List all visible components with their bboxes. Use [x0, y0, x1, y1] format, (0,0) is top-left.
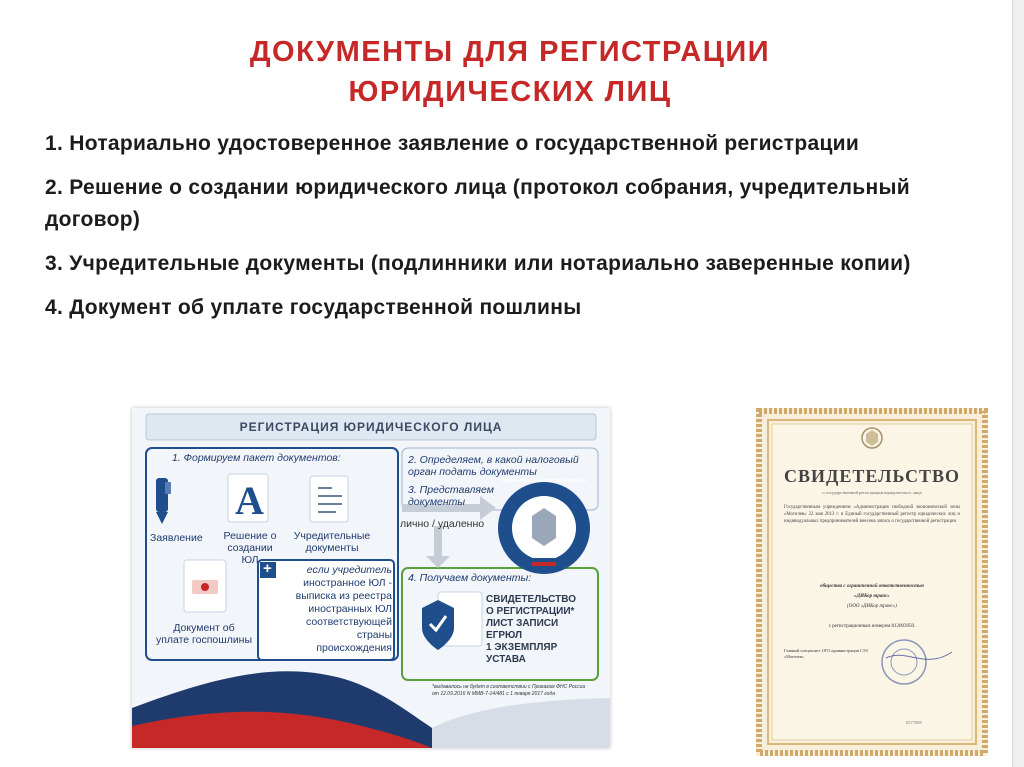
- fee-label-line-2: уплате госпошлины: [155, 634, 253, 646]
- fee-label-line-1: Документ об: [173, 622, 235, 634]
- certificate-graphics: [756, 408, 988, 756]
- foreign-note-line-5: соответствующей: [305, 616, 392, 628]
- shield-check-icon: [422, 592, 482, 650]
- result-line-5: 1 ЭКЗЕМПЛЯР: [486, 642, 558, 653]
- step-3-mode: лично / удаленно: [400, 518, 485, 530]
- document-list-item-2: 2. Решение о создании юридического лица (протокол собрания, учредительный договор): [45, 176, 910, 231]
- certificate-serial: 0577088: [906, 720, 922, 725]
- decision-label-line-2: создании ЮЛ: [227, 542, 273, 566]
- certificate-subtitle: о государственной регистрации юридического лица: [822, 490, 922, 495]
- result-line-1: СВИДЕТЕЛЬСТВО: [486, 594, 576, 605]
- emblem-caption: ФЕДЕРАЛЬНАЯ НАЛОГОВАЯ СЛУЖБА: [501, 478, 587, 483]
- step-3-line-2: документы: [408, 496, 466, 508]
- certificate-title: СВИДЕТЕЛЬСТВО: [783, 466, 961, 486]
- certificate-signer: Главный специалист ОГО администрации СЭЗ «Могилев»: [784, 648, 868, 659]
- result-line-6: УСТАВА: [486, 654, 526, 665]
- receipt-icon: [184, 560, 226, 612]
- document-list-item-4: 4. Документ об уплате государственной пошлины: [45, 296, 582, 319]
- certificate-company-line-3: (ООО «ДИКор транс»): [847, 604, 897, 609]
- foreign-note-line-7: происхождения: [316, 642, 392, 654]
- foreign-note-line-3: выписка из реестра: [295, 590, 392, 602]
- foreign-note-line-1: если учредитель: [306, 564, 392, 576]
- foreign-note-line-2: иностранное ЮЛ -: [303, 577, 392, 589]
- letter-a-document-icon: [228, 474, 268, 523]
- slide-title-line-2: ЮРИДИЧЕСКИХ ЛИЦ: [348, 76, 672, 108]
- svg-text:A: A: [235, 478, 264, 523]
- result-line-2: О РЕГИСТРАЦИИ*: [486, 606, 575, 617]
- slide-title-line-1: ДОКУМЕНТЫ ДЛЯ РЕГИСТРАЦИИ: [249, 36, 771, 68]
- slide-edge-bar: [1012, 0, 1024, 767]
- plus-sign: +: [263, 560, 272, 577]
- step-2-line-1: 2. Определяем, в какой налоговый: [408, 454, 579, 466]
- document-list-item-1: 1. Нотариально удостоверенное заявление о государственной регистрации: [45, 132, 860, 155]
- registration-infographic: [132, 408, 610, 748]
- certificate-reg-number: с регистрационным номером 812003950.: [828, 624, 916, 629]
- step-2-line-2: орган подать документы: [408, 466, 537, 478]
- application-label: Заявление: [150, 532, 203, 544]
- charter-label-line-2: документы: [305, 542, 359, 554]
- certificate-company-line-1: общества с ограниченной ответственностью: [820, 584, 924, 589]
- step-3-line-1: 3. Представляем: [408, 484, 494, 496]
- step-4-label: 4. Получаем документы:: [408, 572, 532, 584]
- document-list: [45, 128, 985, 336]
- certificate-body: Государственным учреждением «Администрация свободной экономической зоны «Могилев» 22 мая 2013 г. в Единый государственный регистр юридических лиц и индивидуальных предпринимателей внесена запись о государственной регистрации: [784, 505, 960, 524]
- result-line-4: ЕГРЮЛ: [486, 630, 522, 641]
- footnote-line-2: от 12.09.2016 N ММВ-7-14/481 с 1 января 2017 года: [432, 691, 556, 697]
- pen-icon: [156, 478, 171, 524]
- result-line-3: ЛИСТ ЗАПИСИ: [486, 618, 559, 629]
- certificate-company-line-2: «ДИКор транс»: [854, 594, 890, 599]
- tax-service-emblem-icon: [498, 482, 590, 574]
- infographic-header: РЕГИСТРАЦИЯ ЮРИДИЧЕСКОГО ЛИЦА: [239, 420, 503, 434]
- charter-document-icon: [310, 476, 348, 522]
- charter-label-line-1: Учредительные: [293, 530, 371, 542]
- footnote-line-1: *выдавалось не будет в соответствии с Приказом ФНС России: [432, 684, 586, 690]
- arrow-down-icon: [426, 526, 450, 568]
- foreign-note-line-4: иностранных ЮЛ: [308, 603, 392, 615]
- foreign-note-line-6: страны: [356, 629, 392, 641]
- decision-label-line-1: Решение о: [223, 530, 277, 542]
- document-list-item-3: 3. Учредительные документы (подлинники или нотариально заверенные копии): [45, 252, 911, 275]
- slide-title: [130, 32, 890, 112]
- registration-certificate: [756, 408, 988, 756]
- step-1-label: 1. Формируем пакет документов:: [172, 452, 341, 464]
